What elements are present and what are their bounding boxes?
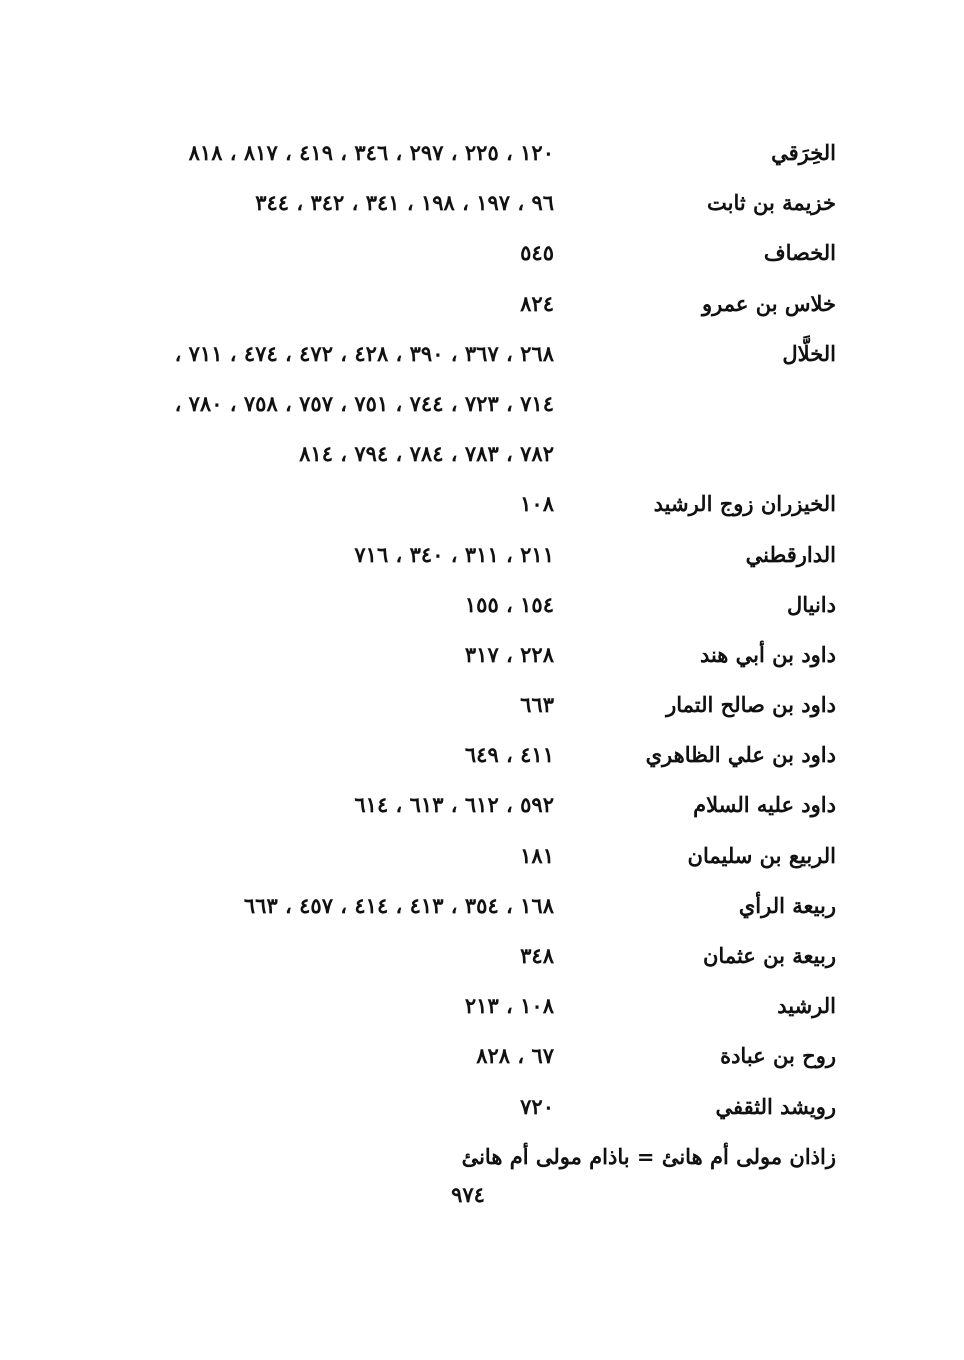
entry-name: داود بن صالح التمار: [666, 692, 836, 718]
index-entry: [130, 730, 836, 780]
index-entry: [130, 780, 836, 830]
index-entry: [130, 881, 836, 931]
entry-pages: ١٦٨ ، ٣٥٤ ، ٤١٣ ، ٤١٤ ، ٤٥٧ ، ٦٦٣: [243, 892, 554, 918]
entry-pages: ١٢٠ ، ٢٢٥ ، ٢٩٧ ، ٣٤٦ ، ٤١٩ ، ٨١٧ ، ٨١٨: [188, 140, 554, 165]
index-entry: [130, 630, 836, 680]
entry-name: الخصاف: [763, 240, 836, 266]
entry-name: الرشيد: [777, 993, 836, 1019]
entry-name: الخيزران زوج الرشيد: [653, 491, 836, 517]
entry-name: الربيع بن سليمان: [687, 842, 836, 868]
index-entry: [130, 279, 836, 329]
entry-pages: ٢١١ ، ٣١١ ، ٣٤٠ ، ٧١٦: [354, 541, 554, 567]
entry-name: رويشد الثقفي: [715, 1093, 836, 1119]
index-entry: [130, 831, 836, 881]
entry-pages: ٩٦ ، ١٩٧ ، ١٩٨ ، ٣٤١ ، ٣٤٢ ، ٣٤٤: [255, 190, 554, 216]
entry-pages: ٧٨٢ ، ٧٨٣ ، ٧٨٤ ، ٧٩٤ ، ٨١٤: [299, 441, 554, 467]
index-entry-continuation: [130, 379, 836, 429]
crossref-text: زاذان مولى أم هانئ = باذام مولى أم هانئ: [461, 1143, 836, 1169]
entry-name: روح بن عبادة: [720, 1043, 836, 1069]
entry-name: الخِرَقي: [771, 140, 836, 165]
entry-pages: ٥٩٢ ، ٦١٢ ، ٦١٣ ، ٦١٤: [354, 792, 554, 818]
index-entry: [130, 329, 836, 379]
entry-pages: ٨٢٤: [520, 290, 554, 316]
entry-name: داود بن علي الظاهري: [645, 742, 836, 768]
index-entry: [130, 178, 836, 228]
entry-name: الدارقطني: [745, 541, 836, 567]
entry-pages: ١٥٤ ، ١٥٥: [464, 591, 554, 617]
entry-name: خزيمة بن ثابت: [707, 190, 836, 216]
crossref-entry: [130, 1132, 836, 1182]
entry-pages: ١٠٨ ، ٢١٣: [464, 993, 554, 1019]
entry-name: داود عليه السلام: [693, 792, 836, 818]
entry-name: داود بن أبي هند: [699, 641, 836, 667]
index-entry: [130, 228, 836, 278]
index-entry: [130, 128, 836, 178]
entry-pages: ١٠٨: [520, 491, 554, 517]
index-entry: [130, 479, 836, 529]
entry-pages: ٧١٤ ، ٧٢٣ ، ٧٤٤ ، ٧٥١ ، ٧٥٧ ، ٧٥٨ ، ٧٨٠ ،: [174, 390, 554, 416]
entry-name: خلاس بن عمرو: [702, 290, 836, 316]
entry-pages: ١٨١: [520, 842, 554, 868]
index-entry: [130, 1031, 836, 1081]
index-entries: [130, 128, 836, 1182]
entry-pages: ٢٦٨ ، ٣٦٧ ، ٣٩٠ ، ٤٢٨ ، ٤٧٢ ، ٤٧٤ ، ٧١١ ،: [174, 340, 554, 366]
entry-name: ربيعة الرأي: [738, 892, 836, 918]
index-entry: [130, 931, 836, 981]
index-entry: [130, 580, 836, 630]
index-entry-continuation: [130, 429, 836, 479]
entry-pages: ٢٢٨ ، ٣١٧: [464, 641, 554, 667]
entry-pages: ٦٦٣: [520, 692, 554, 718]
entry-pages: ٥٤٥: [520, 240, 554, 266]
entry-name: دانيال: [786, 591, 836, 617]
entry-name: ربيعة بن عثمان: [703, 943, 836, 968]
entry-name: الخلَّال: [782, 340, 836, 366]
entry-pages: ٧٢٠: [520, 1093, 554, 1119]
index-entry: [130, 981, 836, 1031]
entry-pages: ٦٧ ، ٨٢٨: [476, 1043, 554, 1069]
entry-pages: ٣٤٨: [520, 943, 554, 968]
index-entry: [130, 530, 836, 580]
index-entry: [130, 680, 836, 730]
index-entry: [130, 1082, 836, 1132]
page-number-text: ٩٧٤: [451, 1182, 485, 1207]
entry-pages: ٤١١ ، ٦٤٩: [464, 742, 554, 768]
page-number: [0, 1182, 964, 1207]
